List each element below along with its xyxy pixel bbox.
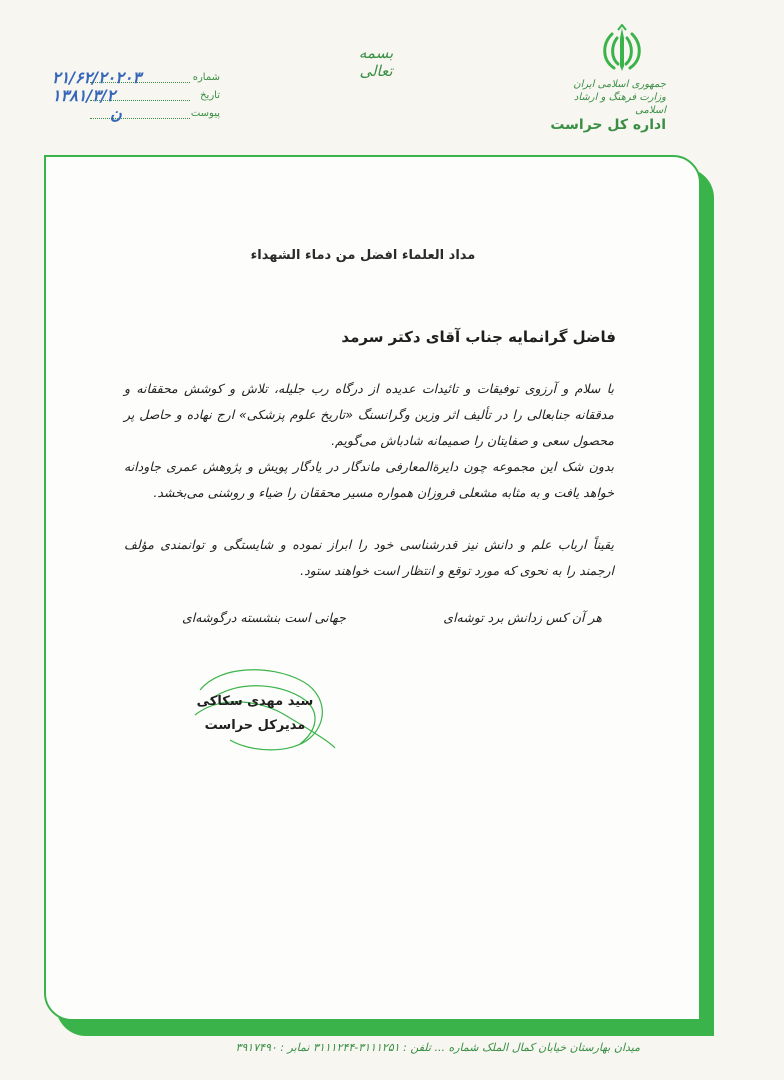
iran-emblem-icon (598, 24, 646, 74)
letter-recipient: فاضل گرانمایه جناب آقای دکتر سرمد (341, 328, 616, 346)
ministry-line-1: جمهوری اسلامی ایران (573, 79, 666, 90)
ref-attachment-row (50, 106, 220, 124)
ref-date-label: تاریخ (200, 90, 220, 101)
reference-fields (50, 70, 220, 124)
ref-attachment-dots (90, 118, 190, 119)
letter-frame (44, 155, 701, 1021)
signer-name: سید مهدی سکاکی (196, 694, 314, 709)
ministry-line-2: وزارت فرهنگ و ارشاد اسلامی (573, 92, 666, 116)
signer-title: مدیرکل حراست (204, 718, 306, 733)
ministry-name (556, 78, 666, 117)
letter-paragraph-2: بدون شک این مجموعه چون دایرة‌المعارفی ماندگار در یادگار پویش و پژوهش عمری جاودانه خواهد یافت و به مثابه مشعلی فروزان همواره مسیر محققان را ضیاء و روشنی می‌بخشد. (124, 459, 614, 500)
verse-second-hemistich: جهانی است بنشسته درگوشه‌ای (182, 610, 346, 625)
ref-date-row (50, 88, 220, 106)
ref-number-value: ۲۱/۶۲/۲۰۲۰۳ (52, 68, 142, 87)
ref-attachment-value: ن (110, 104, 122, 123)
letter-paragraph-1: با سلام و آرزوی توفیقات و تائیدات عدیده از درگاه رب جلیله، تلاش و کوشش محققانه و مدققانه جنابعالی را در تألیف اثر وزین وگرانسنگ «تاریخ علوم پزشکی» ارج نهاده و حاصل پر محصول سعی و صفایتان را صمیمانه شادباش می‌گویم. (124, 381, 614, 448)
office-name: اداره کل حراست (550, 117, 666, 133)
verse-first-hemistich: هر آن کس زدانش برد توشه‌ای (443, 610, 602, 625)
letter-paragraph-3: یقیناً ارباب علم و دانش نیز قدرشناسی خود را ابراز نموده و شایستگی و توانمندی مؤلف ارجمند را به نحوی که مورد توقع و انتظار است خواهند ستود. (124, 537, 614, 578)
footer-address: میدان بهارستان خیابان کمال الملک شماره ... تلفن : ۳۱۱۱۲۵۱-۳۱۱۱۲۴۴ نمابر : ۳۹۱۷۴۹۰ (235, 1041, 640, 1054)
basmala-calligraphy: بسمه تعالی (358, 44, 394, 80)
ref-date-value: ۱۳۸۱/۳/۲ (52, 86, 116, 105)
ref-number-label: شماره (192, 72, 220, 83)
letter-heading: مداد العلماء افضل من دماء الشهداء (250, 248, 476, 263)
ref-attachment-label: پیوست (190, 108, 220, 119)
signature-block (196, 690, 314, 738)
